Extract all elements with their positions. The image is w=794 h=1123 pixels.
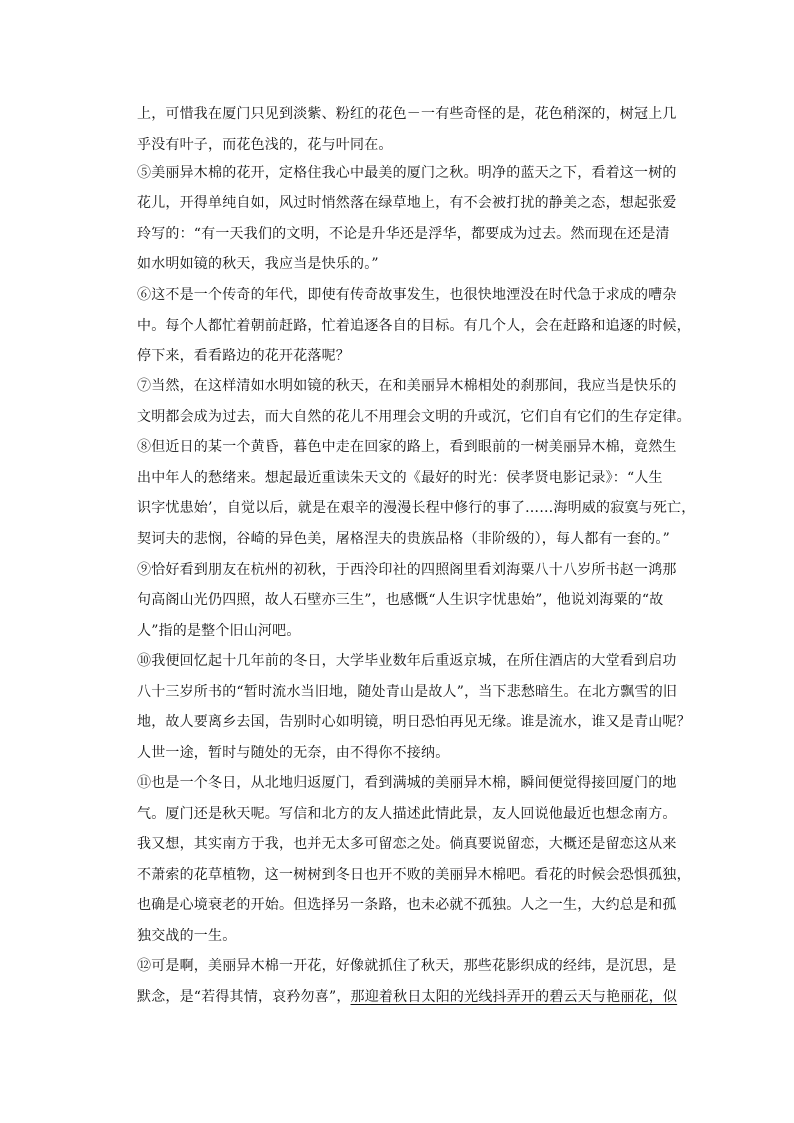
paragraph-12-line: ⑫可是啊，美丽异木棉一开花，好像就抓住了秋天，那些花影织成的经纬，是沉思，是 <box>137 958 677 974</box>
paragraph-7-line: ⑦当然，在这样清如水明如镜的秋天，在和美丽异木棉相处的刹那间，我应当是快乐的 <box>137 378 677 394</box>
paragraph-9-line: ⑨恰好看到朋友在杭州的初秋，于西泠印社的四照阁里看刘海粟八十八岁所书赵一鸿那 <box>137 562 677 578</box>
text-line: 中。每个人都忙着朝前赶路，忙着追逐各自的目标。有几个人，会在赶路和追逐的时候， <box>137 318 691 334</box>
text-line: 句高阁山光仍四照，故人石壁亦三生”，也感慨“人生识字忧患始”，他说刘海粟的“故 <box>137 592 664 608</box>
text-line: 上，可惜我在厦门只见到淡紫、粉红的花色－一有些奇怪的是，花色稍深的，树冠上几 <box>137 106 677 122</box>
text-line: 人世一途，暂时与随处的无奈，由不得你不接纳。 <box>137 745 450 761</box>
paragraph-11-line: ⑪也是一个冬日，从北地归返厦门，看到满城的美丽异木棉，瞬间便觉得接回厦门的地 <box>137 775 677 791</box>
paragraph-12-final-line <box>137 987 697 1007</box>
text-line: 八十三岁所书的“暂时流水当旧地，随处青山是故人”，当下悲愁暗生。在北方飘雪的旧 <box>137 684 678 700</box>
paragraph-5-line: ⑤美丽异木棉的花开，定格住我心中最美的厦门之秋。明净的蓝天之下，看着这一树的 <box>137 165 677 181</box>
paragraph-10-line: ⑩我便回忆起十几年前的冬日，大学毕业数年后重返京城，在所住酒店的大堂看到启功 <box>137 653 677 669</box>
text-line: 出中年人的愁绪来。想起最近重读朱天文的《最好的时光：侯孝贤电影记录》：“人生 <box>137 470 663 486</box>
text-line: 识字忧患始’，自觉以后，就是在艰辛的漫漫长程中修行的事了……海明威的寂寞与死亡， <box>137 500 696 516</box>
text-line: 花儿，开得单纯自如，风过时悄然落在绿草地上，有不会被打扰的静美之态，想起张爱 <box>137 195 677 211</box>
underlined-text: 那迎着秋日太阳的光线抖弄开的碧云天与艳丽花，似 <box>350 989 678 1005</box>
text-line: 契诃夫的悲悯，谷崎的异色美，屠格涅夫的贵族品格（非阶级的），每人都有一套的。” <box>137 531 670 547</box>
text-line: 玲写的：“有一天我们的文明，不论是升华还是浮华，都要成为过去。然而现在还是清 <box>137 226 670 242</box>
text-line: 也确是心境衰老的开始。但选择另一条路，也未必就不孤独。人之一生，大约总是和孤 <box>137 897 677 913</box>
text-line: 地，故人要离乡去国，告别时心如明镜，明日恐怕再见无缘。谁是流水，谁又是青山呢？ <box>137 714 691 730</box>
text-line: 人”指的是整个旧山河吧。 <box>137 623 301 639</box>
quoted-text: 默念，是“若得其情，哀矜勿喜”， <box>137 989 351 1005</box>
text-line: 文明都会成为过去，而大自然的花儿不用理会文明的升或沉，它们自有它们的生存定律。 <box>137 409 691 425</box>
paragraph-8-line: ⑧但近日的某一个黄昏，暮色中走在回家的路上，看到眼前的一树美丽异木棉，竟然生 <box>137 439 677 455</box>
text-line: 我又想，其实南方于我，也并无太多可留恋之处。倘真要说留恋，大概还是留恋这从来 <box>137 836 677 852</box>
text-line: 乎没有叶子，而花色浅的，花与叶同在。 <box>137 137 393 153</box>
paragraph-6-line: ⑥这不是一个传奇的年代，即使有传奇故事发生，也很快地湮没在时代急于求成的嘈杂 <box>137 287 677 303</box>
text-line: 独交战的一生。 <box>137 928 237 944</box>
text-line: 气。厦门还是秋天呢。写信和北方的友人描述此情此景，友人回说他最近也想念南方。 <box>137 806 677 822</box>
text-line: 如水明如镜的秋天，我应当是快乐的。” <box>137 256 379 272</box>
text-line: 停下来，看看路边的花开花落呢？ <box>137 348 350 364</box>
text-line: 不萧索的花草植物，这一树树到冬日也开不败的美丽异木棉吧。看花的时候会恐惧孤独， <box>137 867 691 883</box>
